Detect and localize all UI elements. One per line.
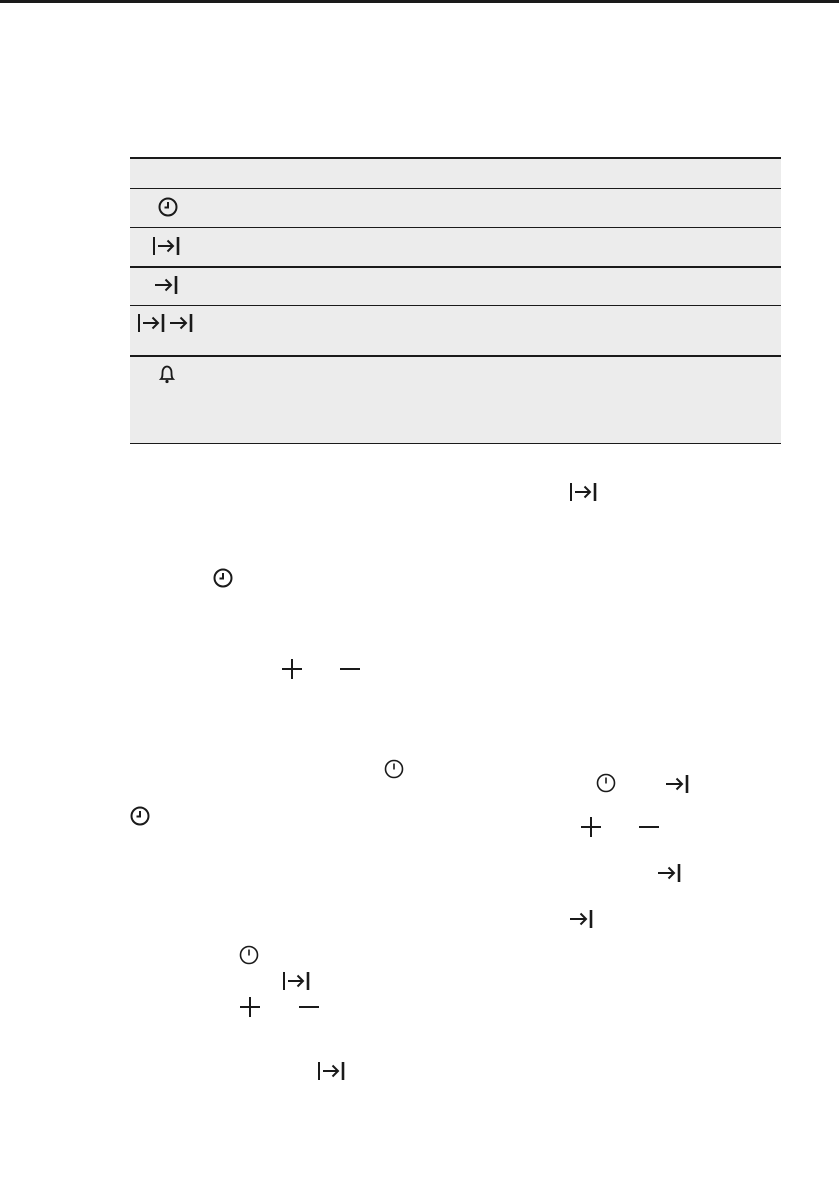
end-time-icon [664,772,690,796]
table-top-rule [130,157,781,159]
page-corner-mark [0,0,3,3]
timer-icon [382,757,406,781]
table-background [130,157,781,444]
plus-icon [238,995,262,1019]
plus-icon [280,657,304,681]
minus-icon [637,815,661,839]
duration-icon [281,969,311,993]
clock-icon [128,804,152,828]
end-time-icon [656,861,682,885]
table-row-rule [130,266,781,268]
duration-icon [316,1059,346,1083]
minus-icon [338,657,362,681]
end-time-icon [153,273,179,297]
table-bottom-rule [130,443,781,444]
plus-icon [579,815,603,839]
time-delay-icon [136,311,166,335]
end-time-icon [568,907,594,931]
table-row-rule [130,305,781,306]
duration-icon [151,234,181,258]
page-top-rule [0,0,839,3]
duration-icon [568,480,598,504]
time-delay-icon-part [168,311,194,335]
clock-icon [211,566,235,590]
minus-icon [297,995,321,1019]
table-row-rule [130,227,781,228]
table-row-rule [130,355,781,357]
clock-icon [156,195,180,219]
table-header-rule [130,188,781,189]
timer-icon [237,943,261,967]
timer-icon [594,771,618,795]
bell-icon [155,362,179,386]
